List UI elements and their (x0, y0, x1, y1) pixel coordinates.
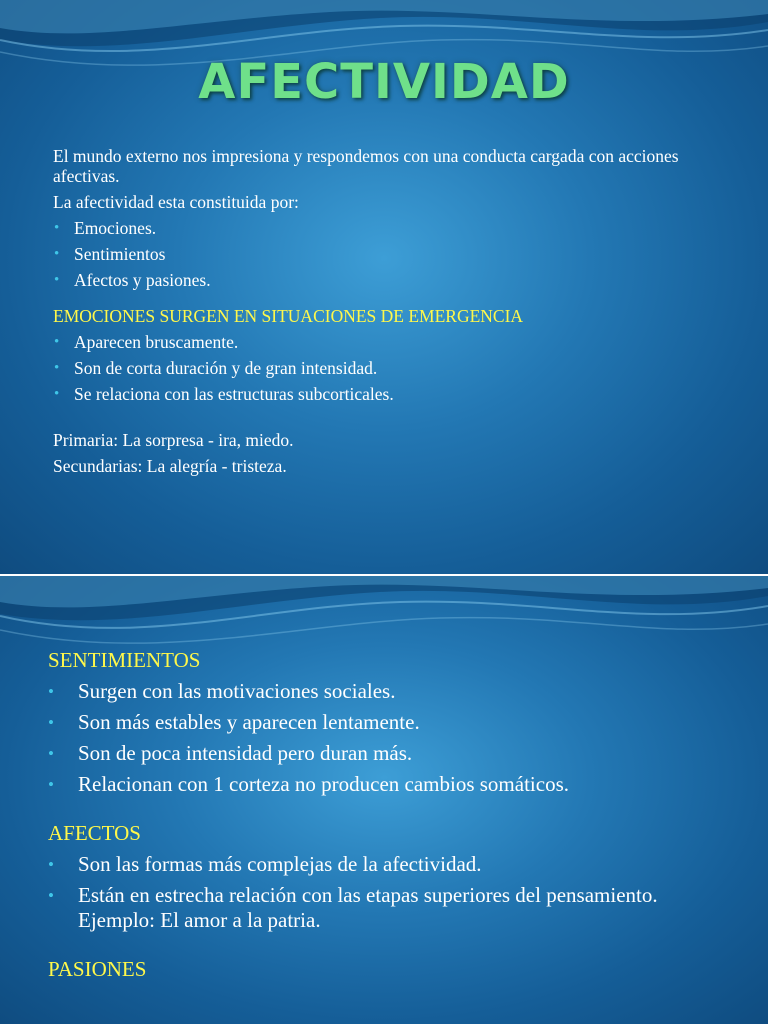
secundarias-text: Secundarias: La alegría - tristeza. (53, 456, 287, 476)
slide-2 (0, 576, 768, 1024)
pasiones-heading: PASIONES (48, 957, 147, 981)
bullet-icon: • (54, 360, 60, 376)
list-item: • Relacionan con 1 corteza no producen cambios somáticos. (48, 772, 569, 796)
list-item: • Afectos y pasiones. (54, 270, 211, 290)
bullet-icon: • (54, 334, 60, 350)
list-item: • Son las formas más complejas de la afectividad. (48, 852, 482, 876)
primaria-text: Primaria: La sorpresa - ira, miedo. (53, 430, 294, 450)
list-item: • Son de poca intensidad pero duran más. (48, 741, 413, 765)
bullet-icon: • (54, 220, 60, 236)
bullet-icon: • (48, 855, 54, 874)
list-item: • Se relaciona con las estructuras subcorticales. (54, 384, 394, 404)
sentimientos-heading: SENTIMIENTOS (48, 648, 201, 672)
bullet-icon: • (54, 246, 60, 262)
bullet-icon: • (48, 682, 54, 701)
list-item: • Emociones. (54, 218, 157, 238)
bullet-icon: • (48, 744, 54, 763)
bullet-icon: • (54, 386, 60, 402)
lead-text: La afectividad esta constituida por: (53, 192, 299, 212)
emociones-heading: EMOCIONES SURGEN EN SITUACIONES DE EMERGENCIA (53, 306, 524, 326)
bullet-icon: • (48, 775, 54, 794)
afectos-heading: AFECTOS (48, 821, 141, 845)
bullet-icon: • (54, 272, 60, 288)
list-item: • Son más estables y aparecen lentamente. (48, 710, 420, 734)
bullet-icon: • (48, 713, 54, 732)
slide-2-body (48, 648, 738, 988)
slide-title: AFECTIVIDAD (198, 54, 570, 110)
list-item: • Aparecen bruscamente. (54, 332, 239, 352)
list-item: • Están en estrecha relación con las etapas superiores del pensamiento. Ejemplo: El amor a la patria. (48, 883, 658, 932)
bullet-icon: • (48, 886, 54, 905)
list-item: • Surgen con las motivaciones sociales. (48, 679, 396, 703)
intro-paragraph: El mundo externo nos impresiona y respondemos con una conducta cargada con acciones afectivas. (53, 146, 679, 186)
list-item: • Sentimientos (54, 244, 166, 264)
list-item: • Son de corta duración y de gran intensidad. (54, 358, 378, 378)
slide-1-body (53, 146, 723, 482)
